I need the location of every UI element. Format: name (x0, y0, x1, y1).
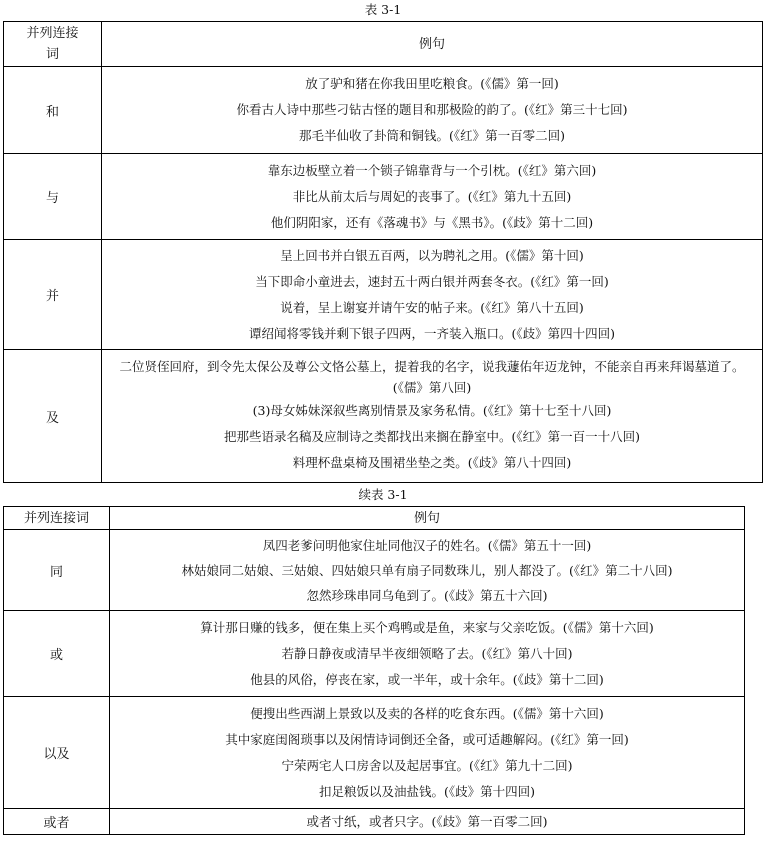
example-sentence: 那毛半仙收了卦筒和铜钱。(《红》第一百零二回) (298, 128, 565, 143)
table2-header-term: 并列连接词 (4, 507, 110, 530)
example-sentence: 二位贤侄回府，到令先太保公及尊公文恪公墓上，提着我的名字，说我蘧佑年迈龙钟，不能亲自再来拜谒墓道了。(《儒》第八回) (119, 359, 745, 395)
example-sentence: 他们阴阳家，还有《落魂书》与《黑书》。(《歧》第十二回) (270, 214, 594, 230)
term-cell: 以及 (4, 697, 110, 809)
example-sentence: 凤四老爹问明他家住址同他汉子的姓名。(《儒》第五十一回) (262, 537, 592, 553)
example-sentence: 放了驴和猪在你我田里吃粮食。(《儒》第一回) (305, 76, 559, 91)
examples-cell (110, 611, 745, 697)
table1-caption: 表 3-1 (364, 2, 402, 17)
example-sentence: 若静日静夜或清早半夜细领略了去。(《红》第八十回) (281, 645, 573, 661)
table1-header-examples: 例句 (102, 22, 763, 67)
example-sentence: 他县的风俗，停丧在家，或一半年，或十余年。(《歧》第十二回) (250, 671, 604, 687)
examples-cell (102, 67, 763, 154)
table2 (3, 506, 745, 835)
example-sentence: 你看古人诗中那些刁钻古怪的题目和那极险的韵了。(《红》第三十七回) (236, 102, 628, 117)
examples-cell (102, 240, 763, 350)
table-row (4, 67, 763, 154)
example-sentence: 当下即命小童进去，速封五十两白银并两套冬衣。(《红》第一回) (255, 273, 609, 289)
examples-cell (110, 530, 745, 611)
examples-cell (110, 697, 745, 809)
table-row (4, 530, 745, 611)
table-row (4, 240, 763, 350)
examples-cell (102, 154, 763, 240)
term-cell: 及 (4, 350, 102, 483)
example-sentence: 便搜出些西湖上景致以及卖的各样的吃食东西。(《儒》第十六回) (250, 705, 604, 721)
table-row (4, 350, 763, 483)
table2-header-row (4, 507, 745, 530)
example-sentence: (3)母女姊妹深叙些离别情景及家务私情。(《红》第十七至十八回) (252, 403, 612, 418)
term-cell: 并 (4, 240, 102, 350)
examples-cell (110, 809, 745, 835)
term-cell: 同 (4, 530, 110, 611)
example-sentence: 靠东边板壁立着一个锁子锦靠背与一个引枕。(《红》第六回) (267, 162, 597, 178)
example-sentence: 林姑娘同二姑娘、三姑娘、四姑娘只单有扇子同数珠儿，别人都没了。(《红》第二十八回) (181, 562, 673, 578)
table1 (3, 21, 763, 483)
term-cell: 或 (4, 611, 110, 697)
table-row (4, 809, 745, 835)
term-cell: 和 (4, 67, 102, 154)
example-sentence: 扣足粮饭以及油盐钱。(《歧》第十四回) (318, 783, 535, 799)
example-sentence: 把那些语录名稿及应制诗之类都找出来搁在静室中。(《红》第一百一十八回) (223, 429, 640, 444)
example-sentence: 算计那日赚的钱多，便在集上买个鸡鸭或是鱼，来家与父亲吃饭。(《儒》第十六回) (200, 619, 654, 635)
table-row (4, 154, 763, 240)
examples-cell (102, 350, 763, 483)
table-row (4, 611, 745, 697)
example-sentence: 呈上回书并白银五百两，以为聘礼之用。(《儒》第十回) (280, 247, 584, 263)
example-sentence: 非比从前太后与周妃的丧事了。(《红》第九十五回) (292, 188, 572, 204)
example-sentence: 其中家庭闺阁琐事以及闲情诗词倒还全备，或可适趣解闷。(《红》第一回) (225, 731, 629, 747)
example-sentence: 说着，呈上谢宴并请午安的帖子来。(《红》第八十五回) (280, 299, 584, 315)
example-sentence: 或者寸纸，或者只字。(《歧》第一百零二回) (306, 813, 548, 829)
term-cell: 或者 (4, 809, 110, 835)
table2-header-examples: 例句 (110, 507, 745, 530)
example-sentence: 料理杯盘桌椅及围裙坐垫之类。(《歧》第八十四回) (292, 455, 572, 470)
table-row (4, 697, 745, 809)
example-sentence: 谭绍闻将零钱并剩下银子四两，一齐装入瓶口。(《歧》第四十四回) (248, 325, 615, 341)
table2-caption: 续表 3-1 (358, 487, 408, 502)
example-sentence: 忽然珍珠串同乌龟到了。(《歧》第五十六回) (306, 587, 548, 603)
table1-header-row (4, 22, 763, 67)
table1-header-term: 并列连接 词 (4, 22, 102, 67)
term-cell: 与 (4, 154, 102, 240)
example-sentence: 宁荣两宅人口房舍以及起居事宜。(《红》第九十二回) (281, 757, 573, 773)
